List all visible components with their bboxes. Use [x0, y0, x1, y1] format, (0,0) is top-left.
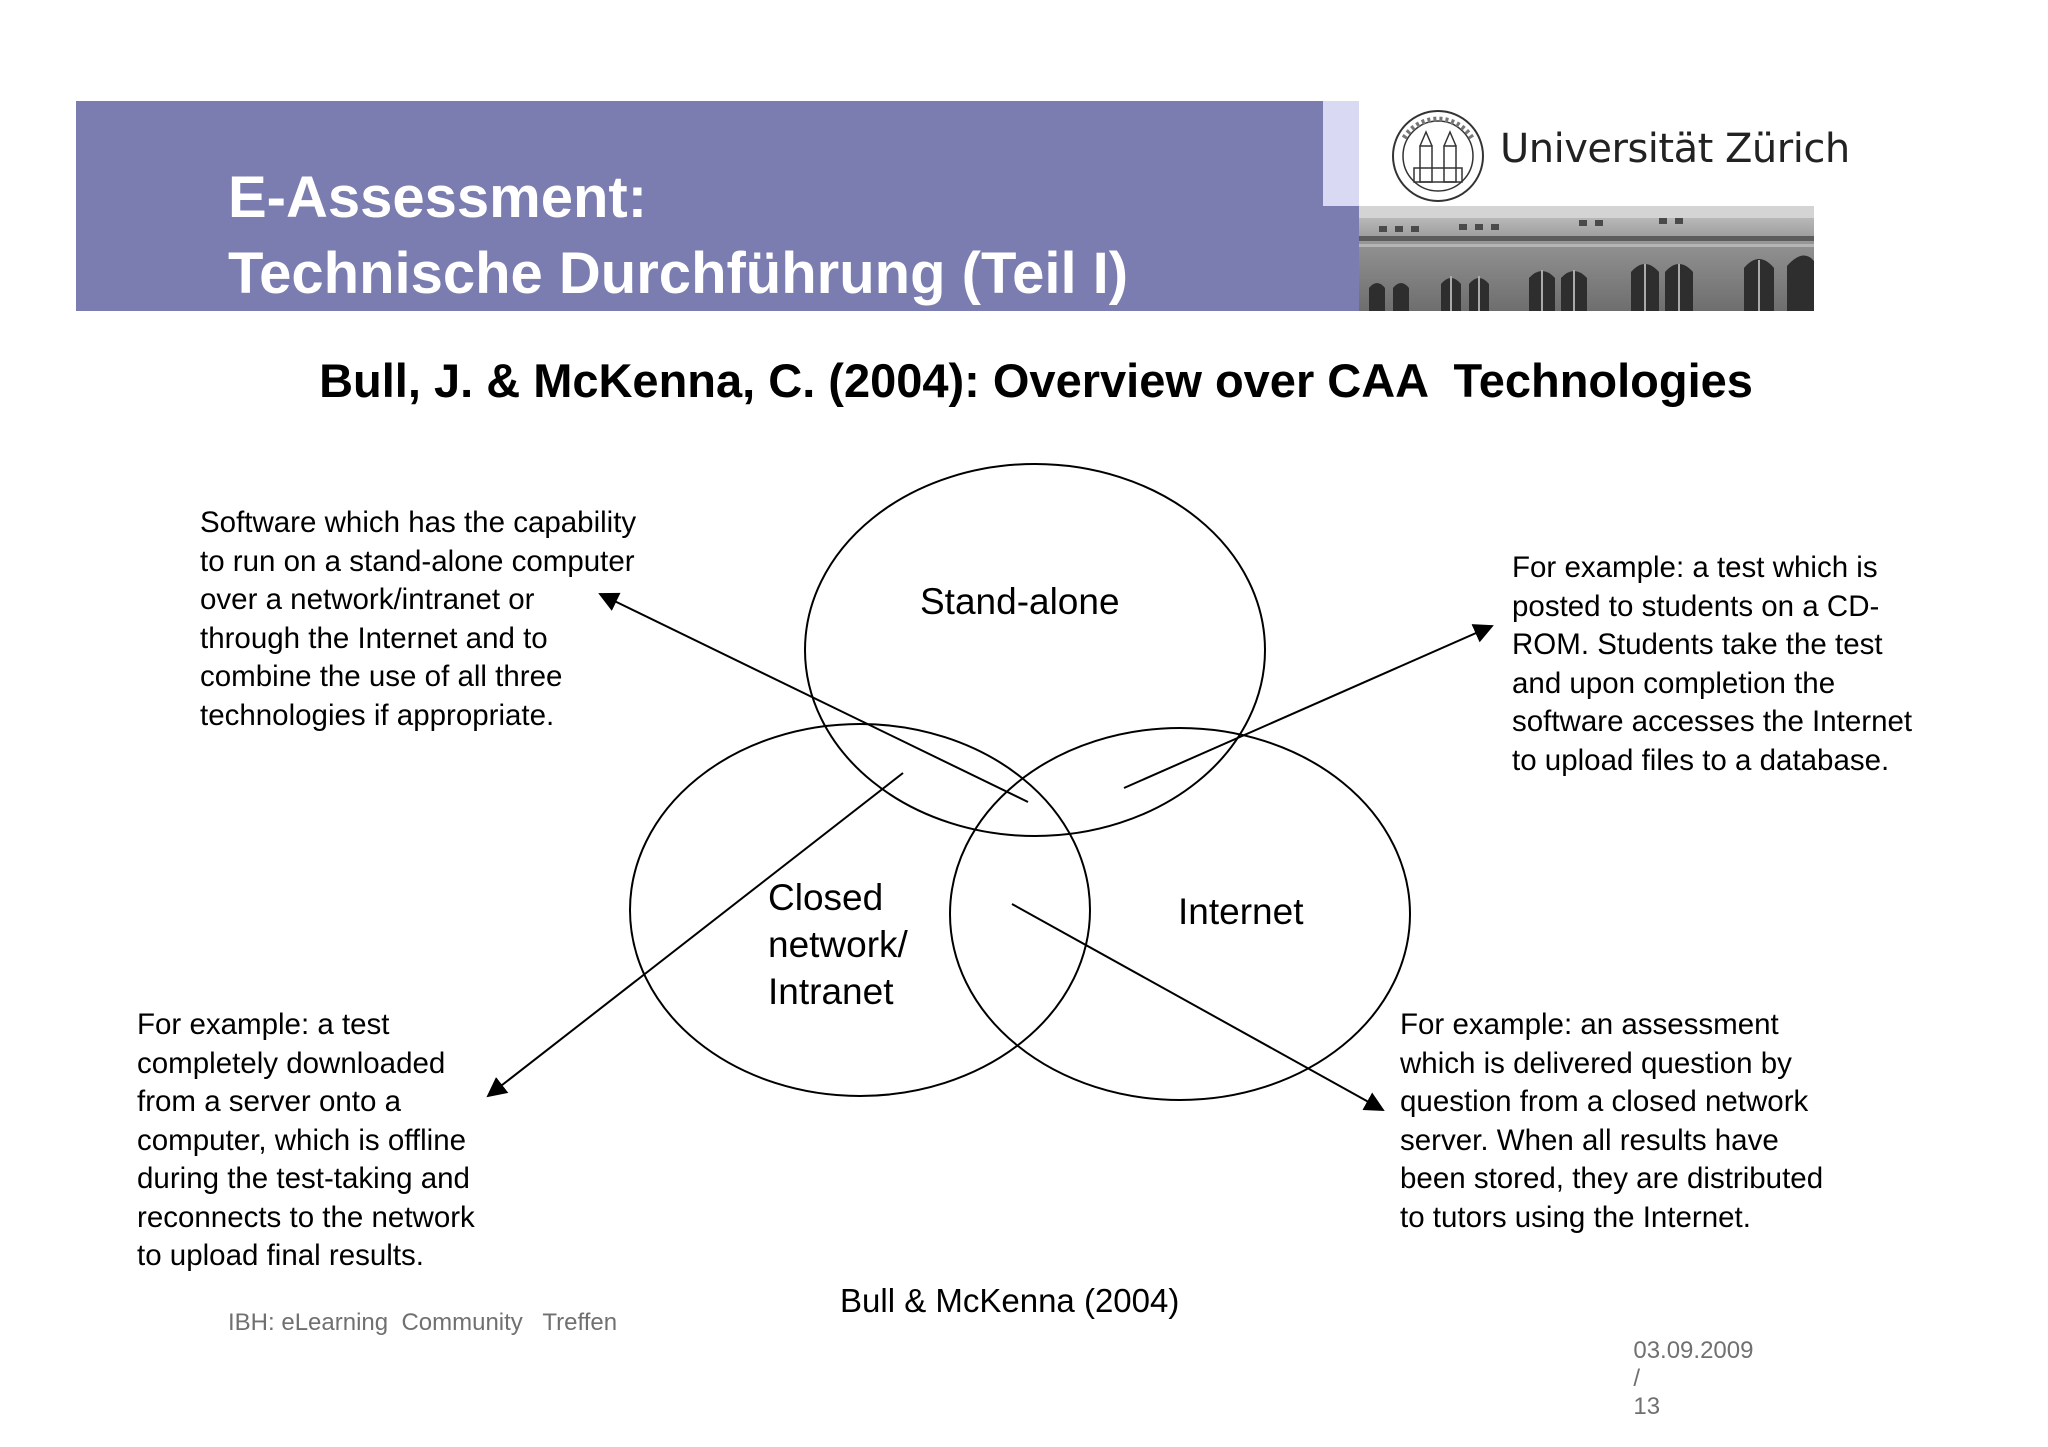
- label-closed-line-2: network/: [768, 924, 908, 965]
- description-line: Software which has the capability: [200, 506, 637, 539]
- figure-source: Bull & McKenna (2004): [840, 1282, 1180, 1319]
- description-line: computer, which is offline: [137, 1123, 467, 1157]
- description-line: to tutors using the Internet.: [1400, 1200, 1751, 1234]
- description-line: been stored, they are distributed: [1400, 1162, 1824, 1195]
- description-line: technologies if appropriate.: [200, 698, 555, 732]
- arrow-all-three: [600, 594, 1028, 802]
- footer-left: IBH: eLearning Community Treffen: [228, 1309, 618, 1336]
- description-line: server. When all results have: [1400, 1123, 1779, 1157]
- description-line: For example: a test which is: [1512, 551, 1878, 584]
- description-line: to upload files to a database.: [1512, 743, 1890, 777]
- label-internet-line: Internet: [1178, 891, 1304, 932]
- arrow-standalone-internet: [1124, 626, 1492, 788]
- description-line: For example: a test: [137, 1008, 390, 1041]
- description-line: posted to students on a CD-: [1512, 589, 1880, 623]
- label-standalone-line: Stand-alone: [920, 581, 1120, 622]
- label-closed-line-3: Intranet: [768, 971, 894, 1012]
- description-line: software accesses the Internet: [1512, 705, 1913, 738]
- description-line: For example: an assessment: [1400, 1008, 1779, 1041]
- description-line: ROM. Students take the test: [1512, 628, 1883, 661]
- footer-page-number: 13: [1633, 1393, 1661, 1420]
- description-standalone-internet: [1512, 549, 1912, 780]
- description-closed-internet: [1400, 1006, 1823, 1237]
- description-line: combine the use of all three: [200, 660, 563, 693]
- description-line: during the test-taking and: [137, 1162, 470, 1195]
- description-line: from a server onto a: [137, 1085, 401, 1118]
- label-closed-network: [768, 874, 908, 1015]
- description-standalone-closed: [137, 1006, 475, 1276]
- description-line: question from a closed network: [1400, 1085, 1809, 1118]
- footer-separator: /: [1633, 1365, 1641, 1392]
- circle-standalone: [805, 464, 1265, 836]
- slide-title-line-1: E-Assessment:: [228, 165, 648, 230]
- description-line: through the Internet and to: [200, 621, 548, 655]
- description-line: completely downloaded: [137, 1046, 446, 1080]
- slide-title-line-2: Technische Durchführung (Teil I): [228, 241, 1129, 306]
- description-line: to upload final results.: [137, 1239, 424, 1272]
- description-all-three: [200, 504, 636, 735]
- slide-subtitle: Bull, J. & McKenna, C. (2004): Overview over CAA Technologies: [319, 354, 1753, 407]
- footer-right: [1620, 1309, 1753, 1421]
- description-line: over a network/intranet or: [200, 583, 535, 616]
- label-closed-line-1: Closed: [768, 877, 884, 918]
- description-line: and upon completion the: [1512, 666, 1836, 700]
- label-standalone: [920, 578, 1120, 625]
- description-line: to run on a stand-alone computer: [200, 544, 635, 578]
- label-internet: [1178, 888, 1303, 935]
- description-line: reconnects to the network: [137, 1200, 475, 1234]
- university-name: Universität Zürich: [1500, 126, 1850, 172]
- footer-date: 03.09.2009: [1633, 1337, 1754, 1364]
- description-line: which is delivered question by: [1400, 1046, 1792, 1080]
